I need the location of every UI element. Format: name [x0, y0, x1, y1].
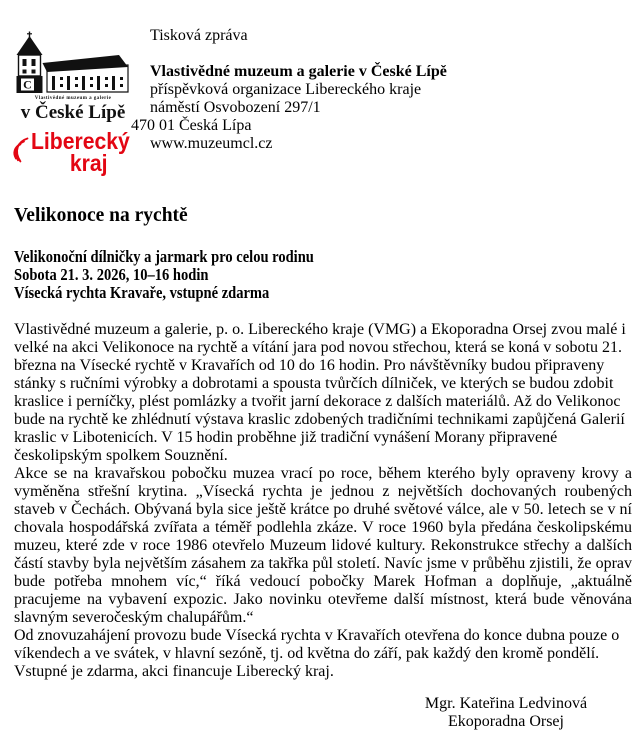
museum-logo — [8, 31, 138, 123]
body-paragraph-2: Akce se na kravařskou pobočku muzea vrací po roce, během kterého byly opraveny krovy a vyměněna střešní krytina. „Vísecká rychta je jednou z největších dochovaných roubených staveb v Čechách. Obývaná byla sice ještě krátce po druhé světové válce, ale v 50. letech se v ní chovala hospodářská zvířata a téměř podlehla zkáze. V roce 1960 byla předána českolipskému muzeu, které zde v roce 1986 otevřelo Muzeum lidové kultury. Rekonstrukce střechy a dalších částí stavby byla největším zásahem za takřka půl století. Navíc jsme v průběhu zjistili, že oprav bude potřeba mnohem víc,“ říká vedoucí pobočky Marek Hofman a doplňuje, „aktuálně pracujeme na vybavení expozic. Jako novinku otevřeme další místnost, která bude věnována slavným severočeským chalupářům.“ — [14, 465, 632, 626]
page-title: Velikonoce na rychtě — [14, 205, 188, 226]
museum-logo-city: v České Lípě — [20, 102, 126, 123]
body-paragraph-1: Vlastivědné muzeum a galerie, p. o. Libereckého kraje (VMG) a Ekoporadna Orsej zvou malé i velké na akci Velikonoce na rychtě a vítání jara pod novou střechou, která se koná v sobotu 21. března na Vísecké rychtě v Kravařích od 10 do 16 hodin. Pro návštěvníky budou připraveny stánky s ručními výrobky a dobrotami a spousta tvůrčích dílniček, ve kterých se budou zdobit kraslice i perníčky, plést pomlázky a tvořit jarní dekorace z dalších materiálů. Až do Velikonoc bude na rychtě ke zhlédnutí výstava kraslic zdobených tradičními technikami zapůjčená Galerií kraslic v Libotenicích. V 15 hodin proběhne již tradiční vynášení Morany připravené českolipským spolkem Souznění. — [14, 321, 626, 464]
museum-monogram: C — [23, 77, 32, 92]
subtitle-line-2: Sobota 21. 3. 2026, 10–16 hodin — [14, 265, 209, 284]
body-paragraph-3: Od znovuzahájení provozu bude Vísecká rychta v Kravařích otevřena do konce dubna pouze o víkendech a ve svátek, v hlavní sezóně, tj. od května do září, pak každý den kromě pondělí. Vstupné je zdarma, akci financuje Liberecký kraj. — [14, 627, 620, 680]
doc-type-label: Tisková zpráva — [150, 27, 248, 44]
org-address-city: 470 01 Česká Lípa — [131, 117, 252, 134]
signature-org: Ekoporadna Orsej — [448, 713, 564, 730]
region-logo — [11, 128, 138, 176]
subtitle-line-1: Velikonoční dílničky a jarmark pro celou rodinu — [14, 247, 314, 266]
region-logo-line2: kraj — [69, 150, 108, 176]
region-logo-text — [31, 130, 130, 174]
letterhead-address-block — [131, 27, 447, 153]
region-logo-line1: Liberecký — [30, 128, 130, 154]
body-text — [14, 321, 632, 681]
event-subtitle-block — [14, 248, 644, 302]
org-subtitle: příspěvková organizace Libereckého kraje — [150, 81, 422, 98]
logo-column — [8, 31, 138, 176]
signature-block — [396, 695, 616, 731]
org-name: Vlastivědné muzeum a galerie v České Lípě — [150, 63, 447, 80]
org-address-street: náměstí Osvobození 297/1 — [150, 99, 321, 116]
museum-logo-caption: Vlastivědné muzeum a galerie — [34, 96, 112, 101]
signature-name: Mgr. Kateřina Ledvinová — [424, 695, 588, 712]
museum-building-icon — [14, 31, 132, 95]
region-logo-arcs-icon — [11, 128, 29, 176]
subtitle-line-3: Vísecká rychta Kravaře, vstupné zdarma — [14, 283, 270, 302]
letterhead — [0, 0, 644, 195]
website-url: www.muzeumcl.cz — [150, 135, 273, 152]
